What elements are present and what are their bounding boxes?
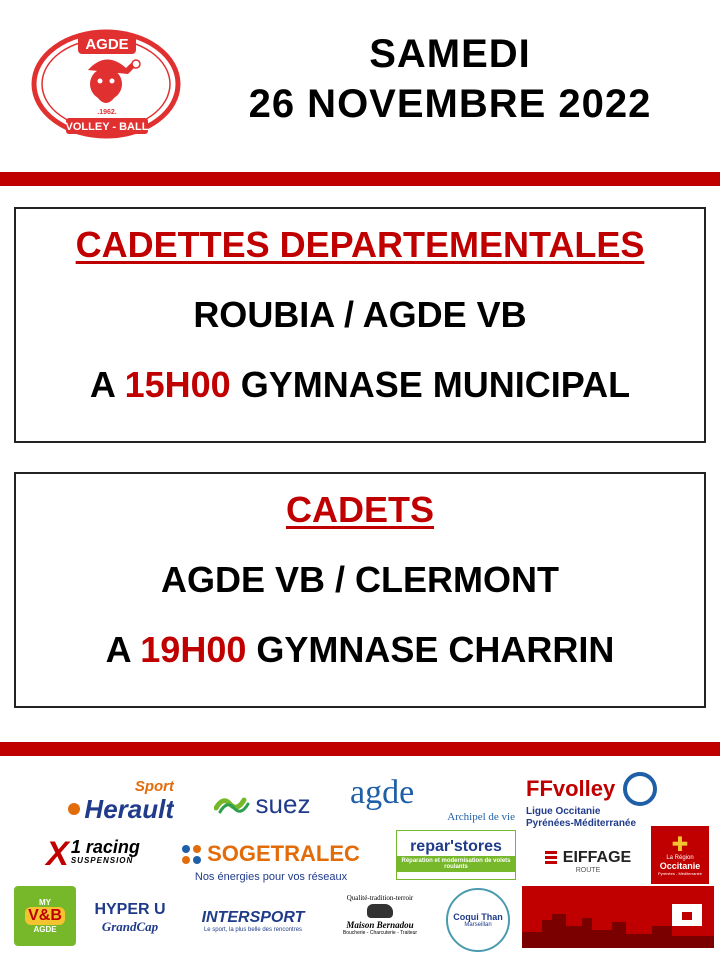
agde-name: agde xyxy=(350,774,415,811)
eiffage-sub: ROUTE xyxy=(575,866,601,874)
bernadou-top: Qualité-tradition-terroir xyxy=(346,894,414,902)
ffvolley-ball-icon xyxy=(623,772,657,806)
eiffage-row xyxy=(545,849,631,867)
occitanie-line3: Pyrénées - Méditerranée xyxy=(657,870,703,876)
top-red-divider xyxy=(0,172,720,186)
herault-sport-main-row xyxy=(68,795,174,823)
match-teams: AGDE VB / CLERMONT xyxy=(160,559,559,600)
eiffage-name: EIFFAGE xyxy=(562,848,632,866)
suez-name: suez xyxy=(255,788,311,819)
ffvolley-row xyxy=(526,772,657,806)
date-day: SAMEDI xyxy=(369,32,531,76)
sponsor-eiffage xyxy=(534,840,642,882)
match-venue: GYMNASE MUNICIPAL xyxy=(240,364,631,405)
sponsor-maison-bernadou xyxy=(330,886,430,944)
club-logo xyxy=(30,26,182,142)
sponsor-intersport xyxy=(186,904,320,938)
match-teams: ROUBIA / AGDE VB xyxy=(193,294,527,335)
volleyball-dot-icon xyxy=(68,803,80,815)
sogetralec-dots-icon xyxy=(182,845,201,864)
logo-bottom-text: VOLLEY - BALL xyxy=(65,121,149,133)
myvb-sub: AGDE xyxy=(33,925,57,934)
match-time-line xyxy=(16,628,704,672)
ffvolley-line2: Pyrénées-Méditerranée xyxy=(526,818,637,829)
eiffage-bars-icon xyxy=(545,851,557,864)
x1-racing-sub: SUSPENSION xyxy=(70,856,134,865)
logo-year: .1962. xyxy=(97,109,117,116)
match-box-cadettes xyxy=(14,207,706,443)
sogetralec-row xyxy=(182,841,360,867)
header xyxy=(0,0,720,172)
bernadou-name: Maison Bernadou xyxy=(346,920,414,930)
date-full: 26 NOVEMBRE 2022 xyxy=(248,82,652,126)
time-prefix: A xyxy=(105,629,131,670)
intersport-name: INTERSPORT xyxy=(201,909,305,926)
repar-stores-tagline: Réparation et modernisation de volets roulants xyxy=(397,856,515,872)
sponsors-area xyxy=(0,758,720,960)
coqui-than-name: Coqui Than xyxy=(453,912,503,922)
sponsor-herault-sport xyxy=(24,776,174,826)
occitanie-cross-icon: ✚ xyxy=(671,833,689,856)
ffvolley-name: FFvolley xyxy=(526,776,616,801)
myvb-name: V&B xyxy=(25,907,65,925)
city-skyline-icon xyxy=(522,886,714,948)
intersport-tagline: Le sport, la plus belle des rencontres xyxy=(203,927,303,933)
sponsor-hyper-u xyxy=(82,894,178,942)
herault-sport-top: Sport xyxy=(134,778,174,795)
sponsor-agde xyxy=(350,770,515,828)
sponsor-coqui-than xyxy=(446,888,510,952)
herault-sport-main: Herault xyxy=(84,794,174,824)
bernadou-sub: Boucherie - Charcuterie - Traiteur xyxy=(342,930,418,936)
x1-text-group xyxy=(70,837,140,868)
x1-racing-name: 1 racing xyxy=(70,837,140,857)
sponsor-sogetralec xyxy=(176,836,366,888)
sponsor-red-skyline-photo xyxy=(522,886,714,948)
match-box-cadets xyxy=(14,472,706,708)
sogetralec-name: SOGETRALEC xyxy=(207,841,360,866)
date-block xyxy=(200,30,700,130)
occitanie-line1: La Région xyxy=(666,854,694,861)
sponsor-x1-racing xyxy=(18,836,168,872)
sponsor-suez xyxy=(200,784,324,824)
hyperu-name: HYPER U xyxy=(94,901,166,918)
match-category: CADETS xyxy=(285,489,434,530)
logo-top-text: AGDE xyxy=(85,36,129,53)
x1-x-letter: X xyxy=(46,836,69,872)
agde-tagline: Archipel de vie xyxy=(447,811,515,823)
sponsor-ffvolley xyxy=(526,770,682,832)
suez-wave-icon xyxy=(214,792,250,816)
hyperu-sub: GrandCap xyxy=(101,919,159,934)
match-time: 15H00 xyxy=(124,364,231,405)
repar-stores-name: repar'stores xyxy=(410,838,502,855)
match-venue: GYMNASE CHARRIN xyxy=(256,629,615,670)
ffvolley-line1: Ligue Occitanie xyxy=(526,806,601,817)
coqui-than-sub: Marseillan xyxy=(464,922,492,928)
match-category: CADETTES DEPARTEMENTALES xyxy=(75,224,645,265)
sponsor-my-vb xyxy=(14,886,76,946)
match-time-line xyxy=(16,363,704,407)
sogetralec-tagline: Nos énergies pour vos réseaux xyxy=(194,871,348,883)
bottom-red-divider xyxy=(0,742,720,756)
sponsor-repar-stores xyxy=(396,830,516,880)
sponsor-occitanie xyxy=(651,826,709,884)
bull-icon xyxy=(367,904,393,918)
time-prefix: A xyxy=(89,364,115,405)
myvb-top: MY xyxy=(39,898,51,907)
occitanie-line2: Occitanie xyxy=(659,860,701,871)
match-time: 19H00 xyxy=(140,629,247,670)
